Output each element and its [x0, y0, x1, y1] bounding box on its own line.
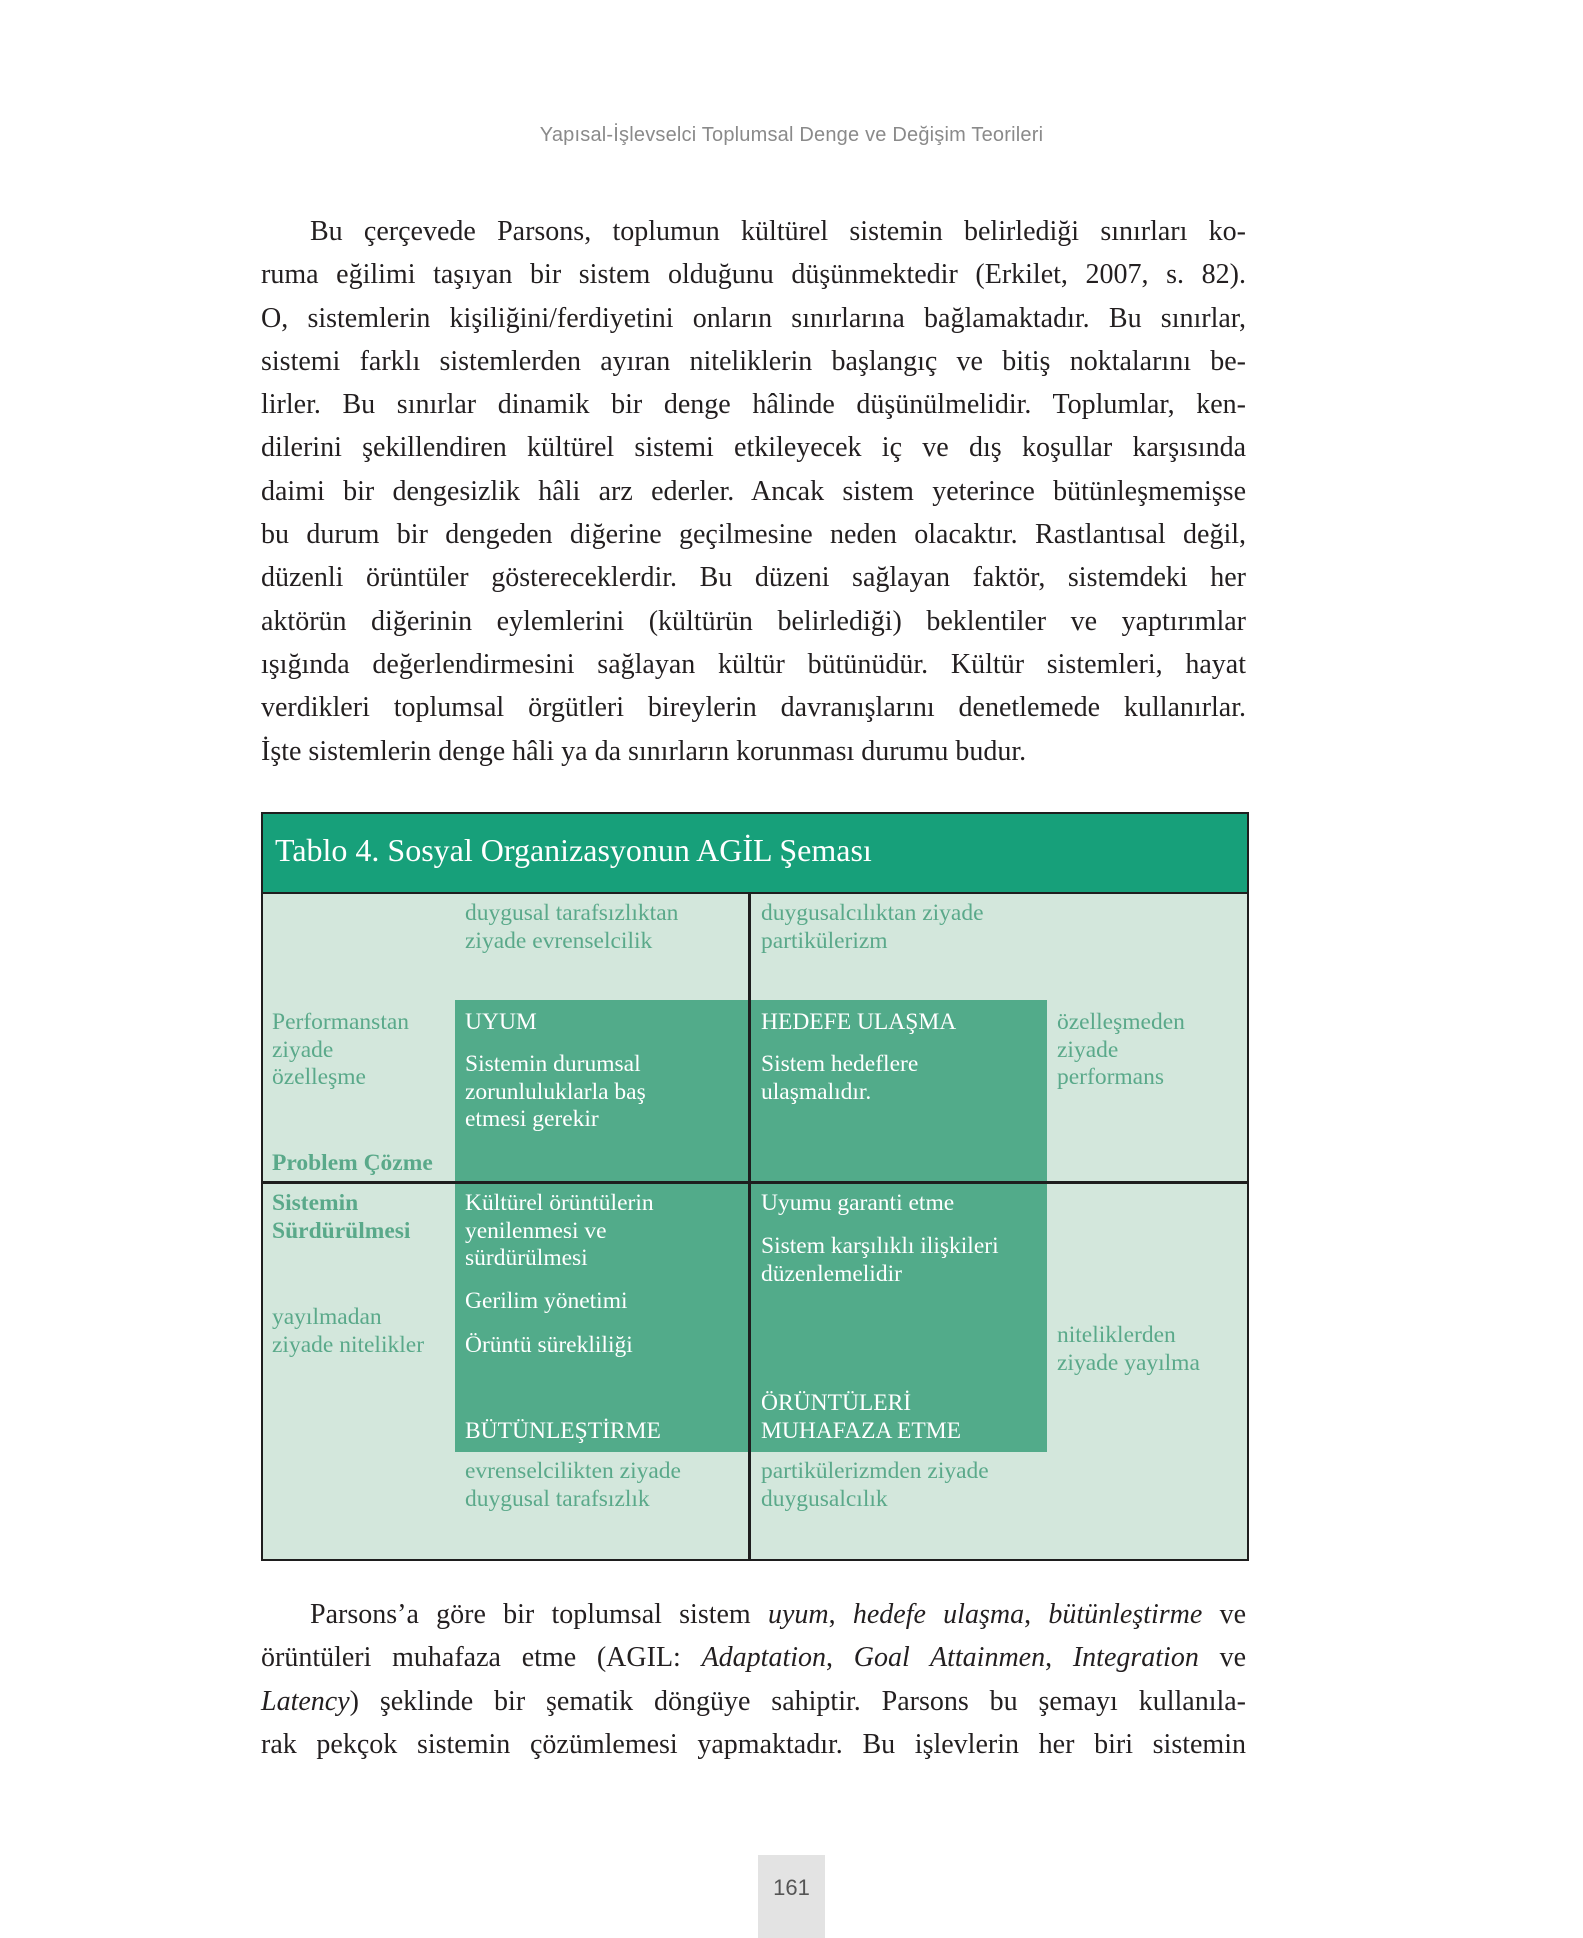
- top-right-label: [761, 900, 984, 955]
- text-run: ışığında değerlendirmesini sağlayan kültür bütünüdür. Kültür sistemleri, hayat: [261, 648, 1246, 680]
- running-head: Yapısal-İşlevselci Toplumsal Denge ve Değişim Teorileri: [539, 124, 1044, 146]
- text-line: [261, 513, 1246, 556]
- butunlestirme-description-1: [465, 1190, 654, 1273]
- horizontal-divider: [263, 1181, 1247, 1184]
- oruntu-description-2: [761, 1233, 999, 1288]
- text-line: [261, 383, 1246, 426]
- cell-text-line: Sürdürülmesi: [272, 1217, 411, 1244]
- italic-term: bütünleştirme: [1048, 1599, 1203, 1630]
- text-run: aktörün diğerinin eylemlerini (kültürün belirlediği) beklentiler ve yaptırımlar: [261, 605, 1246, 637]
- cell-text-line: düzenlemelidir: [761, 1260, 902, 1287]
- text-run: rak pekçok sistemin çözümlemesi yapmaktadır. Bu işlevlerin her biri sistemin: [261, 1728, 1246, 1760]
- text-run: ,: [1045, 1642, 1073, 1674]
- right-lower-label: [1057, 1322, 1200, 1377]
- top-left-label: [465, 900, 678, 955]
- text-run: Parsons’a göre bir toplumsal sistem: [310, 1599, 768, 1630]
- cell-text-line: yenilenmesi ve: [465, 1217, 607, 1244]
- hedef-title: HEDEFE ULAŞMA: [761, 1009, 957, 1035]
- uyum-title: UYUM: [465, 1009, 537, 1035]
- cell-text-line: Sistem karşılıklı ilişkileri: [761, 1233, 999, 1259]
- text-run: bu durum bir dengeden diğerine geçilmesine neden olacaktır. Rastlantısal değil,: [261, 519, 1246, 551]
- cell-text-line: performans: [1057, 1064, 1165, 1090]
- table-title: Tablo 4. Sosyal Organizasyonun AGİL Şeması: [275, 832, 872, 868]
- oruntu-title: [761, 1390, 961, 1445]
- cell-text-line: partikülerizmden ziyade: [761, 1458, 989, 1484]
- paragraph-2: [261, 1593, 1246, 1766]
- text-run: ,: [828, 1599, 853, 1630]
- text-run: Bu çerçevede Parsons, toplumun kültürel sistemin belirlediği sınırları ko-: [310, 216, 1246, 247]
- cell-text-line: MUHAFAZA ETME: [761, 1417, 961, 1444]
- text-line: [261, 556, 1246, 599]
- text-run: ,: [826, 1642, 854, 1674]
- text-run: lirler. Bu sınırlar dinamik bir denge hâlinde düşünülmelidir. Toplumlar, ken-: [261, 389, 1246, 421]
- text-line: [261, 253, 1246, 296]
- text-line: [261, 643, 1246, 686]
- left-lower-label: [272, 1304, 424, 1359]
- text-line: [261, 1680, 1246, 1723]
- text-run: ) şeklinde bir şematik döngüye sahiptir. Parsons bu şemayı kullanıla-: [349, 1685, 1246, 1717]
- vertical-divider: [748, 892, 751, 1559]
- text-line: [261, 1636, 1246, 1679]
- cell-text-line: partikülerizm: [761, 927, 888, 954]
- cell-text-line: Sistem hedeflere: [761, 1051, 919, 1077]
- cell-text-line: ziyade nitelikler: [272, 1331, 425, 1358]
- cell-text-line: duygusal tarafsızlıktan: [465, 900, 679, 926]
- cell-text-line: etmesi gerekir: [465, 1106, 599, 1132]
- table-header: [263, 814, 1247, 894]
- text-line: [261, 730, 1246, 773]
- cell-text-line: ulaşmalıdır.: [761, 1078, 872, 1105]
- text-run: sistemi farklı sistemlerden ayıran niteliklerin başlangıç ve bitiş noktalarını be-: [261, 345, 1246, 377]
- page-number: 161: [758, 1855, 825, 1938]
- italic-term: hedefe ulaşma: [852, 1599, 1025, 1630]
- system-maintenance-label: [272, 1190, 410, 1245]
- text-line: [261, 297, 1246, 340]
- butunlestirme-description-2: Gerilim yönetimi: [465, 1288, 628, 1314]
- problem-solving-label: Problem Çözme: [272, 1150, 433, 1176]
- text-run: ,: [1024, 1599, 1049, 1630]
- hedef-description: [761, 1051, 918, 1106]
- cell-text-line: duygusalcılıktan ziyade: [761, 900, 984, 926]
- cell-text-line: duygusalcılık: [761, 1485, 888, 1512]
- cell-text-line: Kültürel örüntülerin: [465, 1190, 654, 1216]
- text-run: O, sistemlerin kişiliğini/ferdiyetini onların sınırlarına bağlamaktadır. Bu sınırlar,: [261, 302, 1246, 334]
- cell-text-line: Sistemin: [272, 1190, 359, 1216]
- italic-term: Goal Attainmen: [853, 1642, 1046, 1674]
- cell-text-line: evrenselcilikten ziyade: [465, 1458, 681, 1484]
- text-run: verdikleri toplumsal örgütleri bireylerin davranışlarını denetlemede kullanırlar.: [261, 692, 1246, 724]
- text-line: [261, 600, 1246, 643]
- text-run: ve: [1202, 1599, 1247, 1630]
- cell-text-line: ÖRÜNTÜLERİ: [761, 1390, 912, 1416]
- cell-text-line: ziyade yayılma: [1057, 1349, 1200, 1376]
- cell-text-line: sürdürülmesi: [465, 1245, 588, 1271]
- cell-text-line: özelleşmeden: [1057, 1009, 1185, 1035]
- bottom-right-label: [761, 1458, 989, 1513]
- text-line: [261, 210, 1246, 253]
- text-run: ve: [1198, 1642, 1247, 1674]
- cell-text-line: zorunluluklarla baş: [465, 1078, 646, 1105]
- italic-term: Latency: [261, 1685, 350, 1717]
- text-line: [261, 686, 1246, 729]
- text-line: [261, 1723, 1246, 1766]
- cell-text-line: Performanstan: [272, 1009, 410, 1035]
- butunlestirme-description-3: Örüntü sürekliliği: [465, 1332, 633, 1358]
- cell-text-line: özelleşme: [272, 1064, 366, 1090]
- cell-text-line: Sistemin durumsal: [465, 1051, 641, 1077]
- cell-text-line: duygusal tarafsızlık: [465, 1485, 650, 1512]
- text-run: örüntüleri muhafaza etme (AGIL:: [261, 1642, 702, 1674]
- italic-term: Integration: [1072, 1642, 1199, 1674]
- text-run: İşte sistemlerin denge hâli ya da sınırların korunması durumu budur.: [261, 735, 1027, 767]
- text-run: düzenli örüntüler göstereceklerdir. Bu düzeni sağlayan faktör, sistemdeki her: [261, 562, 1246, 594]
- oruntu-description-1: Uyumu garanti etme: [761, 1190, 955, 1216]
- text-line: [261, 426, 1246, 469]
- cell-text-line: ziyade: [1057, 1036, 1119, 1063]
- cell-text-line: ziyade evrenselcilik: [465, 927, 653, 954]
- text-line: [261, 340, 1246, 383]
- italic-term: Adaptation: [701, 1642, 827, 1674]
- uyum-description: [465, 1051, 646, 1134]
- agil-table: [261, 812, 1249, 1561]
- text-line: [261, 1593, 1246, 1636]
- right-upper-label: [1057, 1009, 1185, 1092]
- bottom-left-label: [465, 1458, 681, 1513]
- cell-text-line: yayılmadan: [272, 1304, 382, 1330]
- text-run: dilerini şekillendiren kültürel sistemi etkileyecek iç ve dış koşullar karşısında: [261, 432, 1246, 464]
- butunlestirme-title: BÜTÜNLEŞTİRME: [465, 1418, 661, 1444]
- text-line: [261, 470, 1246, 513]
- text-run: daimi bir dengesizlik hâli arz ederler. Ancak sistem yeterince bütünleşmemişse: [261, 475, 1246, 507]
- text-run: ruma eğilimi taşıyan bir sistem olduğunu düşünmektedir (Erkilet, 2007, s. 82).: [261, 259, 1246, 291]
- italic-term: uyum: [767, 1599, 829, 1630]
- paragraph-1: [261, 210, 1246, 773]
- left-upper-label: [272, 1009, 409, 1092]
- cell-text-line: niteliklerden: [1057, 1322, 1176, 1348]
- cell-text-line: ziyade: [272, 1036, 334, 1063]
